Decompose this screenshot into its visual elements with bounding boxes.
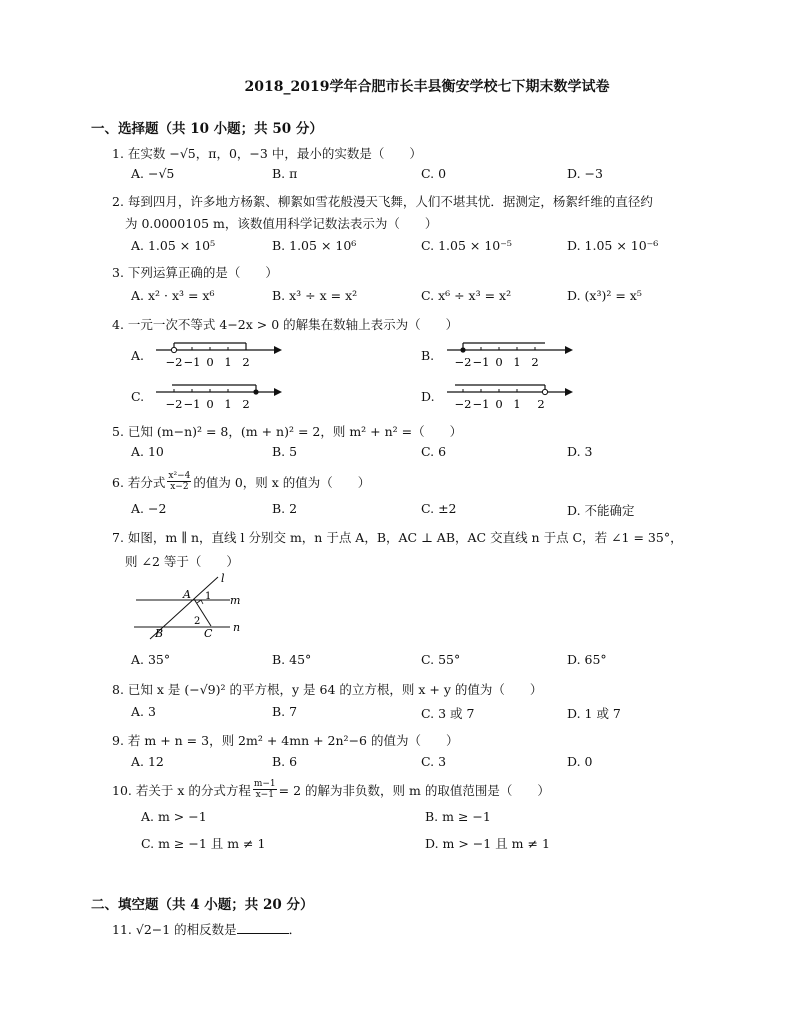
question-8-option-c: C. 3 或 7 xyxy=(421,706,475,721)
question-5-option-a: A. 10 xyxy=(131,444,164,459)
tick-label: 0 xyxy=(206,355,214,369)
question-6-stem-end: 的值为 0，则 x 的值为（ ） xyxy=(193,474,371,490)
tick-label: 2 xyxy=(242,397,250,411)
tick-label: −1 xyxy=(183,397,201,411)
tick-label: −2 xyxy=(454,355,472,369)
question-1-option-c: C. 0 xyxy=(421,166,447,181)
question-3-option-c: C. x⁶ ÷ x³ = x² xyxy=(421,288,512,303)
question-10-stem-start: 10. 若关于 x 的分式方程 xyxy=(112,782,251,798)
number-line-c xyxy=(150,380,285,414)
question-10-option-a: A. m > −1 xyxy=(141,809,207,824)
question-4-option-a: A. xyxy=(131,348,145,363)
question-11-stem-start: 11. √2−1 的相反数是 xyxy=(112,922,237,937)
question-4-option-b: B. xyxy=(421,348,435,363)
question-2-option-b: B. 1.05 × 10⁶ xyxy=(272,238,357,253)
question-6-option-b: B. 2 xyxy=(272,501,298,516)
tick-label: −1 xyxy=(472,397,490,411)
question-6-option-d: D. 不能确定 xyxy=(567,503,635,518)
question-10-stem-end: = 2 的解为非负数，则 m 的取值范围是（ ） xyxy=(278,782,550,798)
section-header-choice: 一、选择题（共 10 小题；共 50 分） xyxy=(91,121,323,137)
question-2-stem-line2: 为 0.0000105 m，该数值用科学记数法表示为（ ） xyxy=(125,216,438,231)
tick-label: 1 xyxy=(224,397,232,411)
line-n-label: n xyxy=(233,621,241,634)
question-9-option-c: C. 3 xyxy=(421,754,447,769)
question-11-stem xyxy=(112,920,301,938)
question-2-option-c: C. 1.05 × 10⁻⁵ xyxy=(421,238,512,253)
question-4-option-c: C. xyxy=(131,389,145,404)
question-11-stem-end: ． xyxy=(288,922,302,937)
line-m-label: m xyxy=(230,594,241,607)
question-3-stem: 3. 下列运算正确的是（ ） xyxy=(112,265,278,280)
page-title: 2018_2019学年合肥市长丰县衡安学校七下期末数学试卷 xyxy=(244,79,610,95)
question-1-option-a: A. −√5 xyxy=(131,166,175,181)
question-7-stem-line2: 则 ∠2 等于（ ） xyxy=(125,554,239,569)
question-7-option-b: B. 45° xyxy=(272,652,312,667)
tick-label: 0 xyxy=(495,397,503,411)
question-2-option-a: A. 1.05 × 10⁵ xyxy=(131,238,216,253)
question-7-option-a: A. 35° xyxy=(131,652,171,667)
number-line-d xyxy=(441,380,576,414)
question-10-stem xyxy=(112,779,550,800)
question-9-stem: 9. 若 m + n = 3，则 2m² + 4mn + 2n²−6 的值为（ ） xyxy=(112,733,459,748)
question-9-option-d: D. 0 xyxy=(567,754,593,769)
question-2-option-d: D. 1.05 × 10⁻⁶ xyxy=(567,238,659,253)
tick-label: 2 xyxy=(531,355,539,369)
question-5-stem: 5. 已知 (m−n)² = 8，(m + n)² = 2，则 m² + n² =（ ） xyxy=(112,424,463,439)
tick-label: −2 xyxy=(454,397,472,411)
question-6-stem-start: 6. 若分式 xyxy=(112,474,166,490)
question-4-stem: 4. 一元一次不等式 4−2x > 0 的解集在数轴上表示为（ ） xyxy=(112,317,459,332)
tick-label: 2 xyxy=(242,355,250,369)
tick-label: −1 xyxy=(472,355,490,369)
question-8-stem: 8. 已知 x 是 (−√9)² 的平方根，y 是 64 的立方根，则 x + y 的值为（ ） xyxy=(112,682,543,697)
point-c-label: C xyxy=(204,627,213,640)
fraction xyxy=(167,471,191,492)
fraction-numerator: m−1 xyxy=(253,779,276,789)
question-6-option-c: C. ±2 xyxy=(421,501,457,516)
geometry-figure xyxy=(130,573,250,643)
question-5-option-c: C. 6 xyxy=(421,444,447,459)
angle-2-label: 2 xyxy=(194,616,201,627)
question-7-option-d: D. 65° xyxy=(567,652,607,667)
question-1-option-b: B. π xyxy=(272,166,298,181)
number-line-b xyxy=(441,338,576,372)
question-10-option-b: B. m ≥ −1 xyxy=(425,809,491,824)
question-4-option-d: D. xyxy=(421,389,435,404)
question-1-stem: 1. 在实数 −√5，π，0，−3 中，最小的实数是（ ） xyxy=(112,146,422,161)
point-a-label: A xyxy=(183,588,191,601)
line-l-label: l xyxy=(221,573,225,585)
question-6-stem xyxy=(112,471,370,492)
answer-blank[interactable] xyxy=(237,921,289,934)
question-2-stem: 2. 每到四月，许多地方杨絮、柳絮如雪花般漫天飞舞，人们不堪其忧．据测定，杨絮纤维的直径约 xyxy=(112,194,653,209)
question-8-option-b: B. 7 xyxy=(272,704,298,719)
tick-label: −2 xyxy=(165,397,183,411)
fraction-denominator: x−1 xyxy=(255,790,274,800)
fraction-denominator: x−2 xyxy=(170,482,189,492)
question-9-option-b: B. 6 xyxy=(272,754,298,769)
question-3-option-d: D. (x³)² = x⁵ xyxy=(567,288,642,303)
fraction xyxy=(253,779,277,800)
tick-label: 2 xyxy=(537,397,545,411)
question-6-option-a: A. −2 xyxy=(131,501,167,516)
question-7-stem: 7. 如图，m ∥ n，直线 l 分别交 m，n 于点 A，B，AC ⊥ AB，AC 交直线 n 于点 C，若 ∠1 = 35°， xyxy=(112,530,683,545)
question-3-option-b: B. x³ ÷ x = x² xyxy=(272,288,358,303)
angle-1-label: 1 xyxy=(205,591,212,602)
question-5-option-d: D. 3 xyxy=(567,444,593,459)
question-8-option-a: A. 3 xyxy=(131,704,156,719)
tick-label: 0 xyxy=(495,355,503,369)
question-1-option-d: D. −3 xyxy=(567,166,603,181)
question-5-option-b: B. 5 xyxy=(272,444,298,459)
question-10-option-d: D. m > −1 且 m ≠ 1 xyxy=(425,836,550,851)
question-8-option-d: D. 1 或 7 xyxy=(567,706,621,721)
tick-label: 1 xyxy=(224,355,232,369)
question-10-option-c: C. m ≥ −1 且 m ≠ 1 xyxy=(141,836,266,851)
question-9-option-a: A. 12 xyxy=(131,754,164,769)
fraction-numerator: x²−4 xyxy=(168,471,191,481)
tick-label: 0 xyxy=(206,397,214,411)
number-line-a xyxy=(150,338,285,372)
tick-label: −2 xyxy=(165,355,183,369)
point-b-label: B xyxy=(155,627,164,640)
section-header-fill: 二、填空题（共 4 小题；共 20 分） xyxy=(91,897,314,913)
question-3-option-a: A. x² · x³ = x⁶ xyxy=(131,288,215,303)
tick-label: −1 xyxy=(183,355,201,369)
tick-label: 1 xyxy=(513,397,521,411)
tick-label: 1 xyxy=(513,355,521,369)
question-7-option-c: C. 55° xyxy=(421,652,461,667)
